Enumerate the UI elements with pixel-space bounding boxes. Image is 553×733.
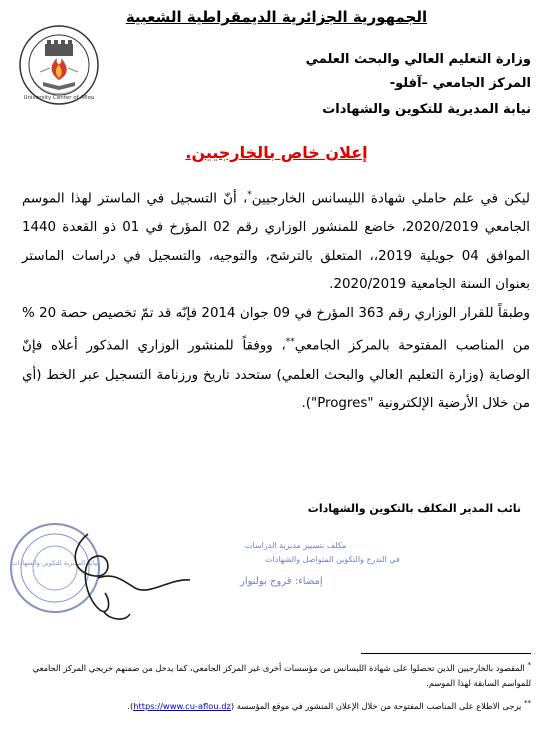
republic-title: الجمهورية الجزائرية الديمقراطية الشعبية bbox=[125, 8, 428, 26]
footnote-ref-2: ** bbox=[285, 337, 295, 348]
footnote-2-text-after: ). bbox=[127, 700, 134, 711]
footnote-2-text-before: يرجى الاطلاع على المناصب المفتوحة من خلال الإعلان المنشور في موقع المؤسسة ( bbox=[230, 700, 522, 711]
rectangular-stamp bbox=[239, 541, 400, 587]
stamp-and-signature bbox=[0, 518, 553, 633]
stamp-text: نيابة المديرية للتكوين والشهادات bbox=[11, 559, 99, 567]
ministry-line: وزارة التعليم العالي والبحث العلمي bbox=[305, 52, 531, 67]
footnote-1 bbox=[21, 658, 531, 692]
paragraph-1-part-2: ، أنّ التسجيل في الماستر لهذا الموسم الجامعي 2020/2019، خاضع للمنشور الوزاري رقم 02 المؤرخ في 01 ذو القعدة 1440 الموافق 04 جويلية 2019،، المتعلق بالترشح، والتوجيه، والتسجيل في دراسات الماستر بعنوان السنة الجامعية 2020/2019. bbox=[22, 191, 531, 293]
announcement-body bbox=[22, 181, 530, 419]
stamp-line-3: إمضاء: قروج بولنوار bbox=[240, 576, 323, 587]
center-line: المركز الجامعي –آفلو- bbox=[389, 76, 531, 91]
paragraph-2 bbox=[22, 300, 530, 419]
footnote-divider bbox=[361, 653, 531, 654]
logo-text: University Center of Aflou bbox=[23, 95, 95, 101]
footnote-2 bbox=[21, 696, 531, 714]
paragraph-2-part-2: ، ووفقاً للمنشور الوزاري المذكور أعلاه فإنّ الوصاية (وزارة التعليم العالي والبحث العلمي) ستحدد تاريخ ورزنامة التسجيل عبر الخط (أي من خلال الأرضية الإلكترونية "Progres"). bbox=[22, 338, 530, 412]
footnote-1-text: المقصود بالخارجيين الذين تحصلوا على شهادة الليسانس من مؤسسات أخرى غير المركز الجامعي، كما يدخل من ضمنهم خريجي المركز الجامعي للمواسم السابقة لهذا الموسم. bbox=[32, 662, 531, 689]
paragraph-2-part-1: وطبقاً للقرار الوزاري رقم 363 المؤرخ في 09 جوان 2014 فإنّه قد تمّ تخصيص حصة 20 % من المناصب المفتوحة بالمركز الجامعي bbox=[22, 305, 531, 354]
footnotes bbox=[21, 658, 531, 714]
stamp-line-1: مكلف بتسيير مديرية الدراسات bbox=[245, 541, 347, 550]
website-link[interactable]: https://www.cu-aflou.dz bbox=[133, 700, 231, 711]
paragraph-1-part-1: ليكن في علم حاملي شهادة الليسانس الخارجيين bbox=[251, 191, 530, 207]
stamp-line-2: في التدرج والتكوين المتواصل والشهادات bbox=[265, 555, 400, 564]
paragraph-1 bbox=[22, 181, 530, 300]
footnote-1-marker: * bbox=[527, 661, 531, 669]
footnote-2-marker: ** bbox=[524, 698, 531, 707]
signature-title: نائب المدير المكلف بالتكوين والشهادات bbox=[307, 502, 521, 515]
announcement-title: إعلان خاص بالخارجيين. bbox=[185, 143, 368, 162]
footnote-ref-1: * bbox=[247, 190, 252, 200]
university-logo bbox=[18, 24, 100, 106]
directorate-line: نيابة المديرية للتكوين والشهادات bbox=[322, 102, 531, 117]
